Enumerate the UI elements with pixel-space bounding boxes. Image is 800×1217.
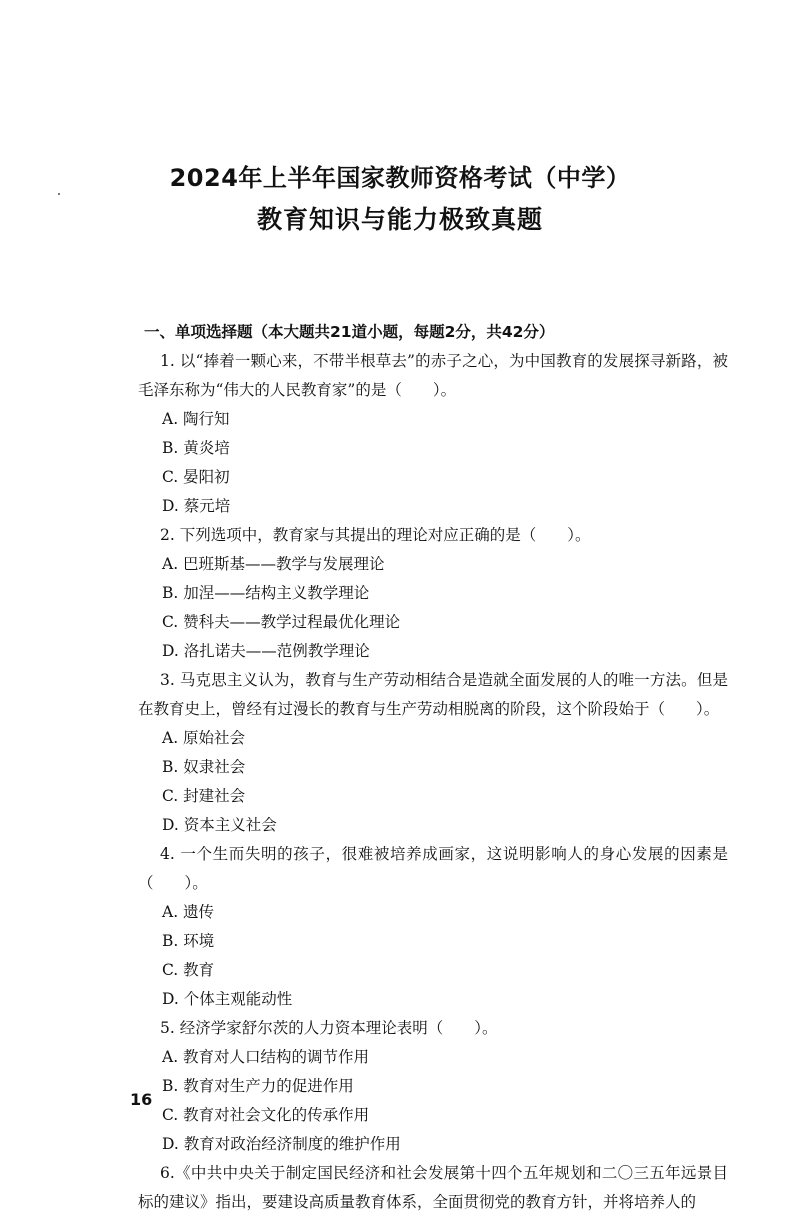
question-6: 6.《中共中央关于制定国民经济和社会发展第十四个五年规划和二〇三五年远景目标的建议》指出，要建设高质量教育体系，全面贯彻党的教育方针，并将培养人的 [138,1164,728,1211]
option-c: C. 封建社会 [162,787,246,805]
option-d: D. 资本主义社会 [162,816,277,834]
option-a: A. 陶行知 [162,410,230,428]
option-a: A. 遗传 [162,903,215,921]
option-b: B. 教育对生产力的促进作用 [162,1077,354,1095]
question-1: 1. 以“捧着一颗心来，不带半根草去”的赤子之心，为中国教育的发展探寻新路，被毛泽东称为“伟大的人民教育家”的是（ ）。 [138,352,728,399]
option-d: D. 洛扎诺夫——范例教学理论 [162,642,370,660]
question-4-options [162,898,728,1014]
option-c: C. 赞科夫——教学过程最优化理论 [162,613,401,631]
option-c: C. 教育对社会文化的传承作用 [162,1106,370,1124]
option-c: C. 教育 [162,961,215,979]
option-c: C. 晏阳初 [162,468,230,486]
question-3: 3. 马克思主义认为，教育与生产劳动相结合是造就全面发展的人的唯一方法。但是在教育史上，曾经有过漫长的教育与生产劳动相脱离的阶段，这个阶段始于（ ）。 [138,671,728,718]
question-5: 5. 经济学家舒尔茨的人力资本理论表明（ ）。 [160,1019,498,1037]
option-d: D. 个体主观能动性 [162,990,293,1008]
option-d: D. 教育对政治经济制度的维护作用 [162,1135,401,1153]
document-subtitle: 教育知识与能力极致真题 [256,205,543,234]
question-5-options [162,1043,728,1159]
document-title: 2024年上半年国家教师资格考试（中学） [169,164,631,192]
question-4: 4. 一个生而失明的孩子，很难被培养成画家，这说明影响人的身心发展的因素是（ ）。 [138,845,728,892]
option-b: B. 黄炎培 [162,439,230,457]
option-a: A. 原始社会 [162,729,246,747]
option-b: B. 加涅——结构主义教学理论 [162,584,370,602]
option-b: B. 奴隶社会 [162,758,246,776]
option-a: A. 巴班斯基——教学与发展理论 [162,555,385,573]
question-1-options [162,405,728,521]
option-d: D. 蔡元培 [162,497,231,515]
page-number: 16 [130,1090,153,1109]
exam-content [138,318,728,1217]
section-heading: 一、单项选择题（本大题共21道小题，每题2分，共42分） [144,323,555,341]
option-a: A. 教育对人口结构的调节作用 [162,1048,370,1066]
question-2: 2. 下列选项中，教育家与其提出的理论对应正确的是（ ）。 [160,526,591,544]
option-b: B. 环境 [162,932,215,950]
question-3-options [162,724,728,840]
question-2-options [162,550,728,666]
scan-speck [58,193,60,195]
